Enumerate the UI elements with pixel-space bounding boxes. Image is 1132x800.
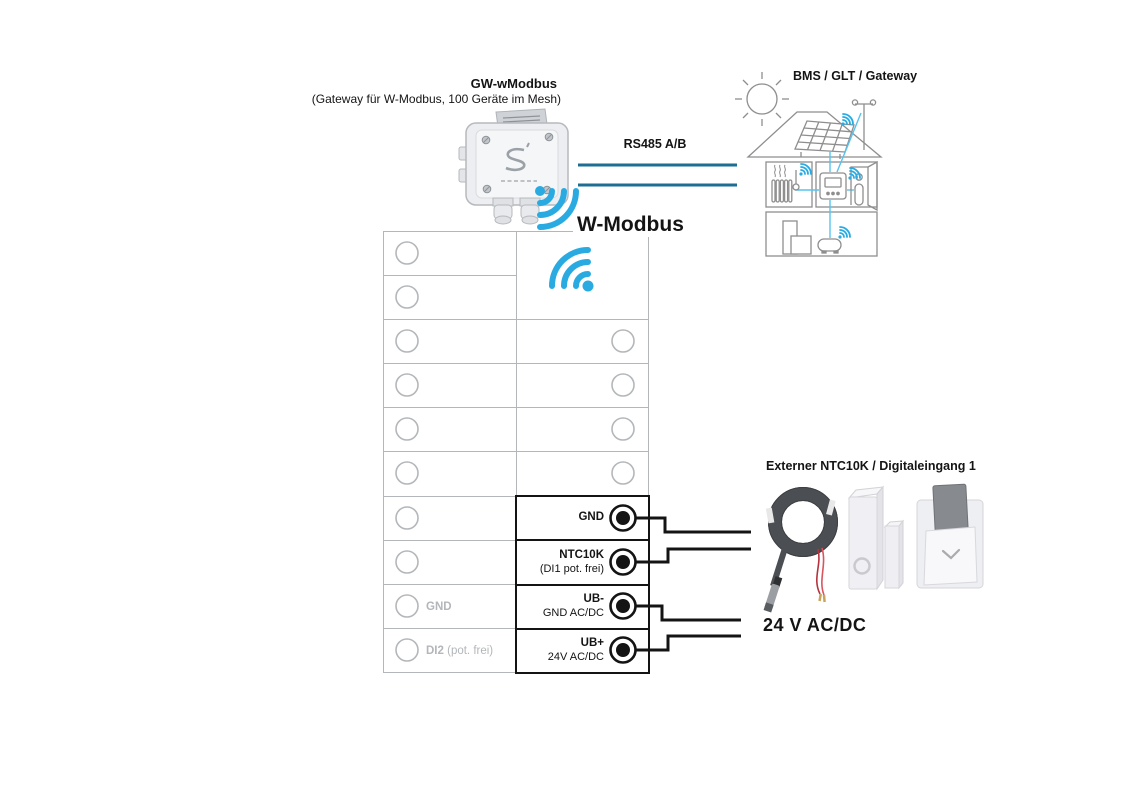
terminal-cell <box>516 407 649 452</box>
solar-panel-icon <box>795 121 854 159</box>
terminal-cell <box>383 363 517 408</box>
person-door-icon <box>851 162 877 210</box>
gateway-device-icon <box>459 109 568 224</box>
rs485-label: RS485 A/B <box>623 137 687 151</box>
external-input-label: Externer NTC10K / Digitaleingang 1 <box>766 459 976 473</box>
terminal-cell-gnd-left <box>383 584 517 629</box>
terminal-cell-gnd <box>517 497 648 539</box>
power-label: 24 V AC/DC <box>763 615 867 635</box>
terminal-cell-ntc10k <box>517 539 648 583</box>
sun-icon <box>735 72 789 126</box>
terminal-cell <box>516 451 649 497</box>
terminal-cell <box>383 407 517 452</box>
terminal-cell <box>383 496 517 541</box>
bms-label: BMS / GLT / Gateway <box>793 69 918 83</box>
cable-sensor-icon <box>764 488 838 613</box>
thermostat-icon <box>820 173 846 199</box>
gateway-title: GW-wModbus <box>470 76 557 91</box>
terminal-cell-di2-left <box>383 628 517 673</box>
terminal-sublabel: GND AC/DC <box>542 606 604 619</box>
rs485-bus-lines <box>578 165 737 185</box>
terminal-label: UB+ <box>580 637 604 650</box>
building-icon <box>735 72 881 256</box>
terminal-label: NTC10K <box>559 548 604 561</box>
terminal-cell <box>383 540 517 585</box>
wifi-icon <box>841 114 853 126</box>
terminal-cell-wifi <box>516 231 649 320</box>
wifi-icon <box>535 186 576 227</box>
wifi-icon <box>838 227 850 239</box>
terminal-label: DI2 <box>426 644 444 657</box>
terminal-cell <box>516 363 649 408</box>
wireless-link-lines <box>795 113 861 238</box>
terminal-cell <box>383 275 517 320</box>
wifi-icon <box>799 164 811 176</box>
wifi-icon <box>848 168 860 180</box>
door-contact-icon <box>849 487 903 589</box>
terminal-sublabel: (pot. frei) <box>447 644 494 657</box>
anemometer-icon <box>852 100 875 150</box>
terminal-cell-ub-plus <box>517 628 648 672</box>
cable-gland-icon <box>493 198 540 224</box>
wmodbus-label: W-Modbus <box>573 213 688 237</box>
terminal-sublabel: 24V AC/DC <box>547 651 604 664</box>
terminal-label: GND <box>578 511 604 524</box>
terminal-cell <box>383 319 517 364</box>
key-card-switch-icon <box>917 484 983 588</box>
terminal-wires <box>636 518 751 650</box>
equipment-boxes-icon <box>783 221 811 254</box>
sns-logo-icon <box>506 143 529 170</box>
terminal-cell <box>383 451 517 497</box>
terminal-label: GND <box>426 600 452 613</box>
terminal-label: UB- <box>583 593 604 606</box>
terminal-sublabel: (DI1 pot. frei) <box>539 562 604 575</box>
connected-terminal-cells <box>515 495 650 674</box>
screw-icon <box>482 133 553 194</box>
terminal-cell <box>383 231 517 276</box>
terminal-cell-ub-minus <box>517 584 648 628</box>
terminal-cell <box>516 319 649 364</box>
radiator-icon <box>772 165 799 202</box>
gateway-subtitle: (Gateway für W-Modbus, 100 Geräte im Mesh) <box>311 92 561 106</box>
round-sensor-icon <box>818 239 841 253</box>
